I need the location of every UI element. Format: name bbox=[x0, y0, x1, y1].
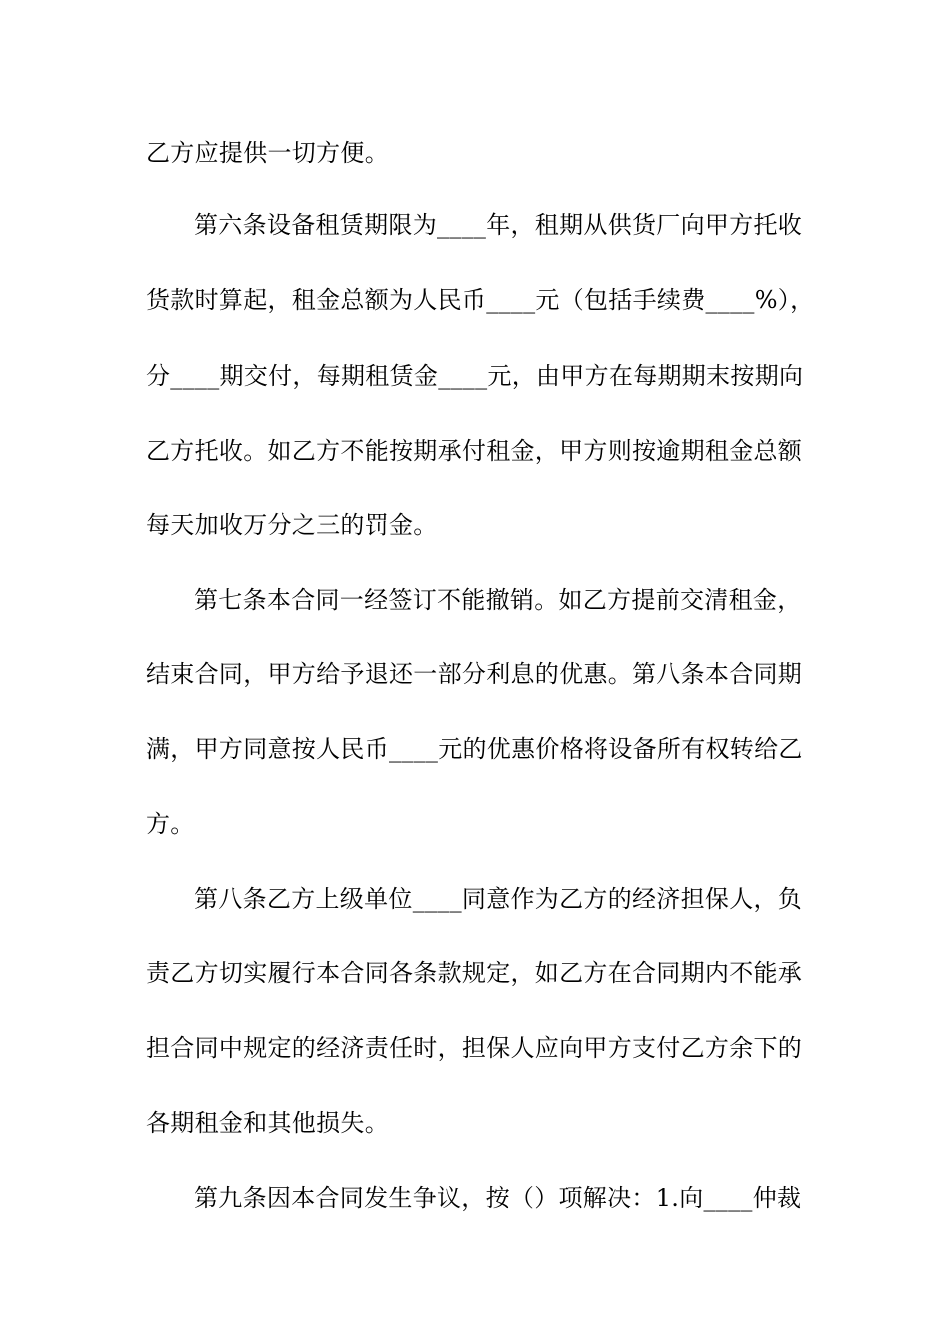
text-line: 责乙方切实履行本合同各条款规定，如乙方在合同期内不能承 bbox=[146, 959, 803, 987]
text-line: 各期租金和其他损失。 bbox=[146, 1109, 389, 1137]
text-line: 货款时算起，租金总额为人民币____元（包括手续费____%）， bbox=[146, 286, 815, 314]
text-line: 分____期交付，每期租赁金____元，由甲方在每期期末按期向 bbox=[146, 362, 804, 390]
clause-6-start: 第六条设备租赁期限为____年，租期从供货厂向甲方托收 bbox=[194, 211, 803, 239]
clause-8-start: 第八条乙方上级单位____同意作为乙方的经济担保人，负 bbox=[194, 885, 803, 913]
text-line: 乙方托收。如乙方不能按期承付租金，甲方则按逾期租金总额 bbox=[146, 437, 803, 465]
clause-7-start: 第七条本合同一经签订不能撤销。如乙方提前交清租金， bbox=[194, 586, 802, 614]
text-line: 方。 bbox=[146, 810, 195, 838]
text-line: 担合同中规定的经济责任时，担保人应向甲方支付乙方余下的 bbox=[146, 1034, 803, 1062]
text-line: 每天加收万分之三的罚金。 bbox=[146, 511, 438, 539]
text-line: 结束合同，甲方给予退还一部分利息的优惠。第八条本合同期 bbox=[146, 660, 803, 688]
text-line: 满，甲方同意按人民币____元的优惠价格将设备所有权转给乙 bbox=[146, 735, 803, 763]
text-line: 乙方应提供一切方便。 bbox=[146, 139, 389, 167]
clause-9-start: 第九条因本合同发生争议，按（）项解决：1.向____仲裁 bbox=[194, 1184, 802, 1212]
